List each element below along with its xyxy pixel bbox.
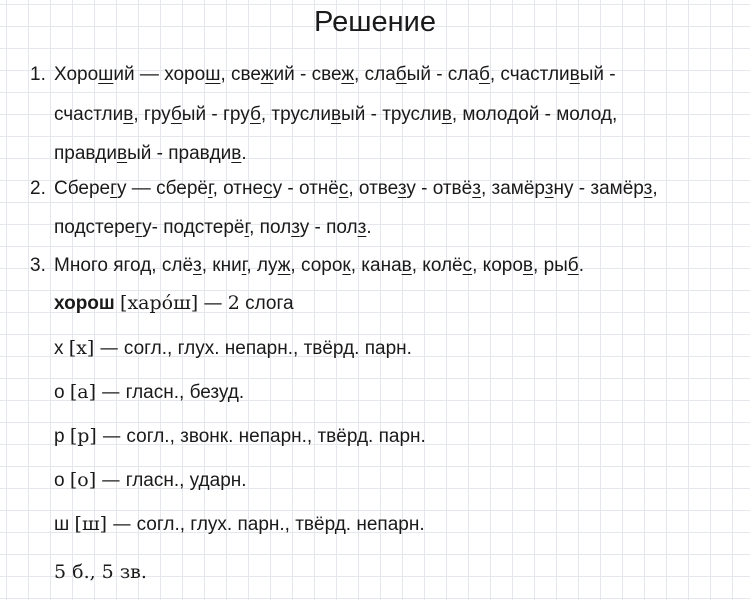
underlined-letter: г bbox=[244, 217, 250, 238]
underlined-letter: г bbox=[241, 255, 247, 276]
analysis-word: хорош bbox=[54, 293, 115, 314]
underlined-letter: б bbox=[249, 104, 261, 125]
underlined-letter: к bbox=[342, 255, 351, 276]
underlined-letter: з bbox=[291, 217, 300, 238]
sound-row bbox=[54, 469, 247, 492]
underlined-letter: ж bbox=[260, 64, 274, 85]
analysis-dash: — bbox=[203, 292, 223, 314]
item1-number: 1. bbox=[30, 64, 46, 85]
underlined-letter: з bbox=[643, 178, 653, 199]
underlined-letter: ш bbox=[98, 64, 114, 85]
sound-letter: ш bbox=[54, 514, 70, 535]
item1-line3 bbox=[54, 143, 247, 165]
underlined-letter: з bbox=[397, 178, 407, 199]
summary: 5 б., 5 зв. bbox=[54, 561, 147, 583]
underlined-letter: б bbox=[395, 64, 407, 85]
sound-transcription: [а] bbox=[69, 381, 97, 403]
sound-dash: — bbox=[101, 381, 121, 403]
analysis-transcription: [харо́ш] bbox=[120, 292, 199, 314]
sound-dash: — bbox=[112, 513, 132, 535]
underlined-letter: в bbox=[441, 104, 452, 125]
underlined-letter: в bbox=[569, 64, 580, 85]
item3-line1 bbox=[30, 255, 584, 277]
sound-letter: о bbox=[54, 470, 65, 491]
sound-description: согл., глух. непарн., твёрд. парн. bbox=[123, 338, 412, 359]
underlined-letter: д bbox=[600, 104, 612, 125]
underlined-letter: ж bbox=[341, 64, 355, 85]
underlined-letter: ш bbox=[205, 64, 221, 85]
item2-line1-text: Сберегу — сберёг, отнесу - отнёс, отвезу - отвёз, замёрзну - замёрз, bbox=[54, 178, 658, 199]
underlined-letter: з bbox=[193, 255, 202, 276]
sound-transcription: [о] bbox=[69, 469, 97, 491]
underlined-letter: с bbox=[462, 255, 473, 276]
underlined-letter: г bbox=[110, 178, 118, 199]
sound-letter: х bbox=[54, 338, 64, 359]
sound-description: согл., глух. парн., твёрд. непарн. bbox=[136, 514, 425, 535]
analysis-header bbox=[54, 292, 294, 315]
sound-letter: р bbox=[54, 426, 65, 447]
item1-line1-text: Хороший — хорош, свежий - свеж, слабый - слаб, счастливый - bbox=[54, 64, 616, 85]
underlined-letter: в bbox=[330, 104, 342, 125]
underlined-letter: ж bbox=[277, 255, 291, 276]
item2-line2-text: подстерегу- подстерёг, ползу - полз. bbox=[54, 217, 372, 238]
sound-description: согл., звонк. непарн., твёрд. парн. bbox=[126, 426, 426, 447]
underlined-letter: б bbox=[478, 64, 490, 85]
sound-description: гласн., безуд. bbox=[125, 382, 245, 403]
underlined-letter: в bbox=[401, 255, 412, 276]
underlined-letter: в bbox=[123, 104, 134, 125]
sound-dash: — bbox=[102, 425, 122, 447]
item2-number: 2. bbox=[30, 178, 46, 199]
item2-line2 bbox=[54, 217, 372, 239]
underlined-letter: д bbox=[140, 255, 152, 276]
underlined-letter: в bbox=[522, 255, 534, 276]
sound-row bbox=[54, 513, 425, 536]
underlined-letter: г bbox=[207, 178, 213, 199]
underlined-letter: в bbox=[231, 143, 242, 164]
underlined-letter: с bbox=[263, 178, 273, 199]
sound-transcription: [х] bbox=[68, 337, 95, 359]
sound-row bbox=[54, 337, 412, 360]
sound-dash: — bbox=[99, 337, 119, 359]
item3-number: 3. bbox=[30, 255, 46, 276]
sound-transcription: [ш] bbox=[74, 513, 108, 535]
page-title: Решение bbox=[314, 6, 436, 38]
sound-description: гласн., ударн. bbox=[125, 470, 247, 491]
sound-row bbox=[54, 381, 244, 404]
item1-line1 bbox=[30, 64, 616, 86]
item3-line1-text: Много ягод, слёз, книг, луж, сорок, канав, колёс, коров, рыб. bbox=[54, 255, 584, 276]
sound-letter: о bbox=[54, 382, 65, 403]
underlined-letter: б bbox=[567, 255, 579, 276]
underlined-letter: с bbox=[338, 178, 349, 199]
underlined-letter: з bbox=[357, 217, 367, 238]
underlined-letter: з bbox=[472, 178, 481, 199]
underlined-letter: в bbox=[117, 143, 128, 164]
syllable-word: слога bbox=[245, 293, 294, 314]
item1-line2-text: счастлив, грубый - груб, трусливый - труслив, молодой - молод, bbox=[54, 104, 618, 125]
underlined-letter: г bbox=[135, 217, 143, 238]
underlined-letter: б bbox=[170, 104, 182, 125]
item1-line3-text: правдивый - правдив. bbox=[54, 143, 247, 164]
underlined-letter: д bbox=[507, 104, 519, 125]
sound-row bbox=[54, 425, 426, 448]
sound-transcription: [р] bbox=[69, 425, 97, 447]
sound-dash: — bbox=[101, 469, 121, 491]
syllable-count: 2 bbox=[227, 292, 240, 314]
item2-line1 bbox=[30, 178, 658, 200]
item1-line2 bbox=[54, 104, 617, 126]
underlined-letter: з bbox=[544, 178, 554, 199]
